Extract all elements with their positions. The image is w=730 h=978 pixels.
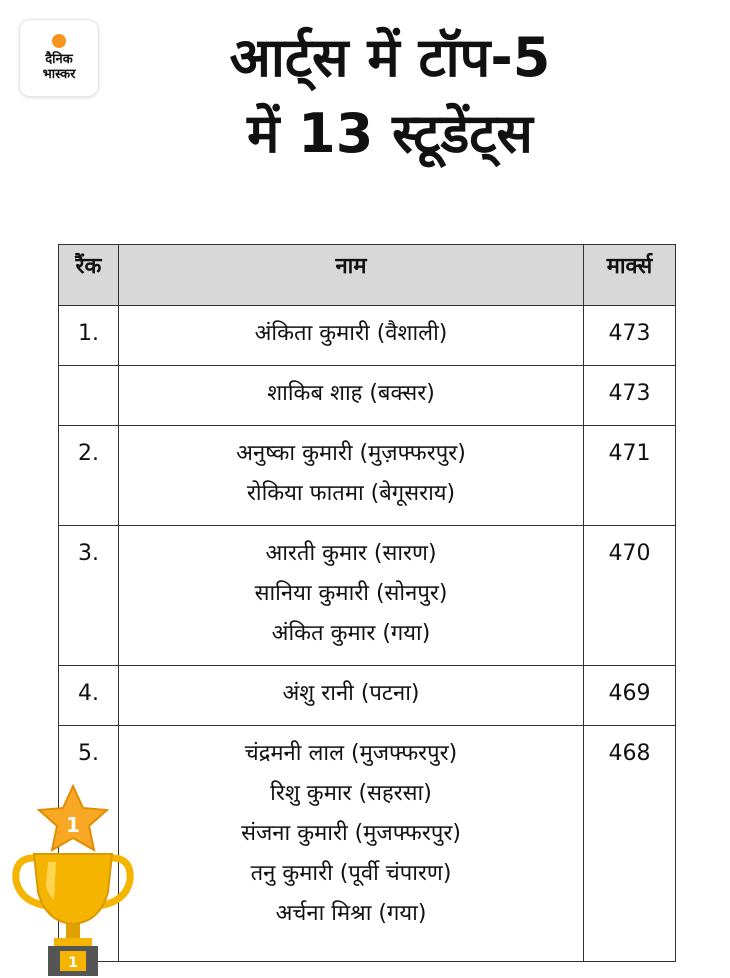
name-cell [119,666,584,726]
marks-cell: 469 [584,666,676,726]
header-name: नाम [119,245,584,306]
student-name: आरती कुमार (सारण) [265,541,437,566]
table-row [59,366,676,426]
student-name: अर्चना मिश्रा (गया) [275,901,427,926]
marks-cell: 473 [584,306,676,366]
toppers-table [58,244,676,962]
rank-cell [59,366,119,426]
student-name: शाकिब शाह (बक्सर) [267,381,435,406]
student-name: रोकिया फातमा (बेगूसराय) [246,481,456,506]
student-name: चंद्रमनी लाल (मुजफ्फरपुर) [244,741,458,766]
student-name: तनु कुमारी (पूर्वी चंपारण) [250,861,452,886]
page-title [110,20,670,172]
toppers-table-wrapper [58,244,674,962]
table-row [59,426,676,526]
table-header-row [59,245,676,306]
student-name: अनुष्का कुमारी (मुज़फ्फरपुर) [236,441,466,466]
student-name: संजना कुमारी (मुजफ्फरपुर) [241,821,461,846]
name-cell [119,366,584,426]
title-line-2: में 13 स्टूडेंट्स [247,102,533,165]
table-row [59,526,676,666]
name-cell [119,306,584,366]
trophy-icon [8,782,138,978]
student-name: सानिया कुमारी (सोनपुर) [254,581,448,606]
header-marks: मार्क्स [584,245,676,306]
marks-cell: 470 [584,526,676,666]
table-row [59,306,676,366]
name-cell [119,426,584,526]
student-name: अंशु रानी (पटना) [282,681,420,706]
trophy-base-label: 1 [68,955,78,971]
marks-cell: 468 [584,726,676,962]
header-rank: रैंक [59,245,119,306]
name-cell [119,526,584,666]
logo-text-line2: भास्कर [42,67,76,82]
rank-cell: 5. [59,726,119,962]
rank-cell: 1. [59,306,119,366]
logo-sun-icon [52,34,66,48]
trophy-star-label: 1 [66,813,80,837]
student-name: रिशु कुमार (सहरसा) [270,781,432,806]
marks-cell: 473 [584,366,676,426]
rank-cell: 2. [59,426,119,526]
student-name: अंकिता कुमारी (वैशाली) [254,321,448,346]
rank-cell: 4. [59,666,119,726]
marks-cell: 471 [584,426,676,526]
rank-cell: 3. [59,526,119,666]
table-row [59,666,676,726]
table-row [59,726,676,962]
logo-text-line1: दैनिक [45,52,73,67]
title-line-1: आर्ट्स में टॉप-5 [229,26,551,89]
name-cell [119,726,584,962]
student-name: अंकित कुमार (गया) [271,621,431,646]
dainik-bhaskar-logo [20,20,98,96]
